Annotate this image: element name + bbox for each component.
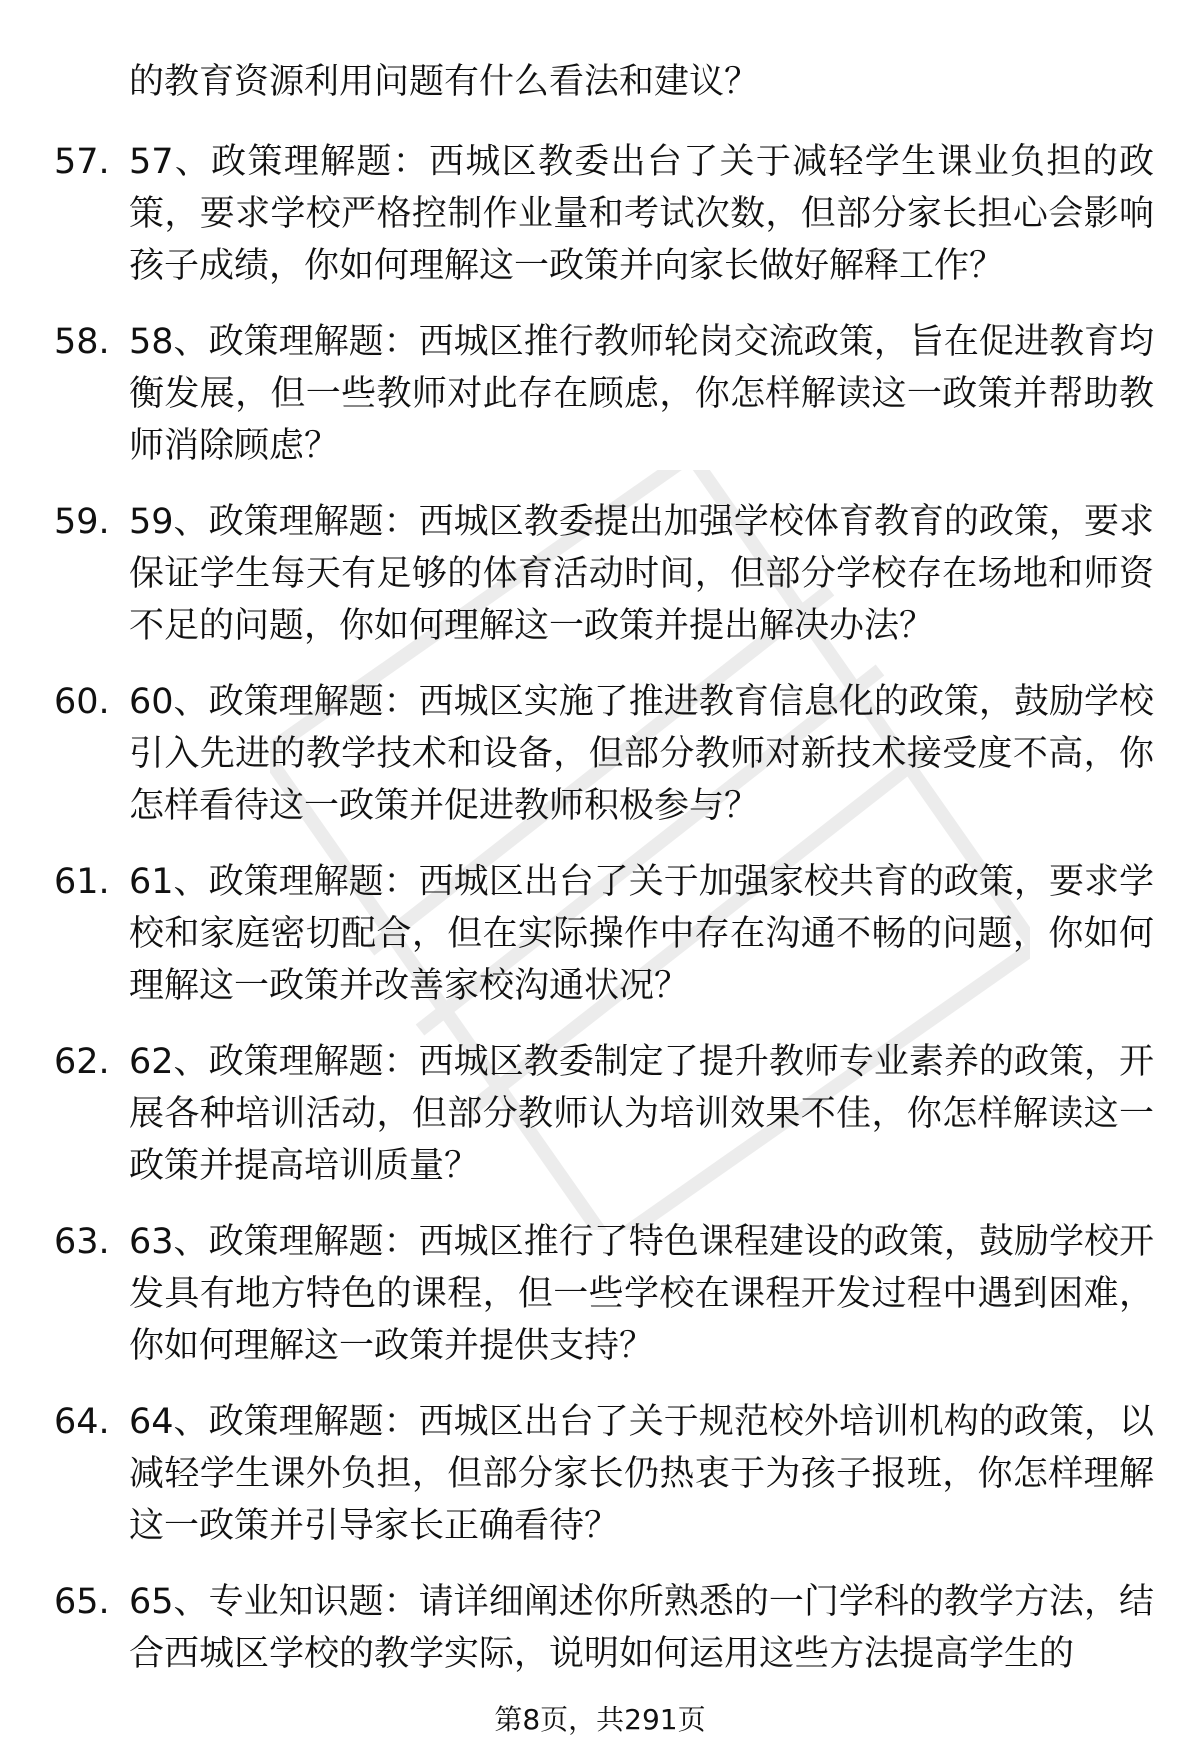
question-text: 64、政策理解题：西城区出台了关于规范校外培训机构的政策，以减轻学生课外负担，但部分家长仍热衷于为孩子报班，你怎样理解这一政策并引导家长正确看待？ bbox=[129, 1402, 1154, 1546]
question-number: 65. bbox=[54, 1582, 110, 1622]
question-item bbox=[0, 316, 1200, 496]
question-text: 60、政策理解题：西城区实施了推进教育信息化的政策，鼓励学校引入先进的教学技术和设备，但部分教师对新技术接受度不高，你怎样看待这一政策并促进教师积极参与？ bbox=[129, 682, 1154, 826]
question-item bbox=[0, 856, 1200, 1036]
question-number: 60. bbox=[54, 682, 110, 722]
question-text: 59、政策理解题：西城区教委提出加强学校体育教育的政策，要求保证学生每天有足够的体育活动时间，但部分学校存在场地和师资不足的问题，你如何理解这一政策并提出解决办法？ bbox=[129, 502, 1154, 646]
question-text: 57、政策理解题：西城区教委出台了关于减轻学生课业负担的政策，要求学校严格控制作业量和考试次数，但部分家长担心会影响孩子成绩，你如何理解这一政策并向家长做好解释工作？ bbox=[129, 142, 1154, 286]
question-text: 61、政策理解题：西城区出台了关于加强家校共育的政策，要求学校和家庭密切配合，但在实际操作中存在沟通不畅的问题，你如何理解这一政策并改善家校沟通状况？ bbox=[129, 862, 1154, 1006]
question-text: 63、政策理解题：西城区推行了特色课程建设的政策，鼓励学校开发具有地方特色的课程，但一些学校在课程开发过程中遇到困难，你如何理解这一政策并提供支持？ bbox=[129, 1222, 1154, 1366]
question-number: 58. bbox=[54, 322, 110, 362]
question-text: 58、政策理解题：西城区推行教师轮岗交流政策，旨在促进教育均衡发展，但一些教师对此存在顾虑，你怎样解读这一政策并帮助教师消除顾虑？ bbox=[129, 322, 1154, 466]
question-item bbox=[0, 1396, 1200, 1576]
question-number: 57. bbox=[54, 142, 110, 182]
question-item bbox=[0, 496, 1200, 676]
intro-line: 的教育资源利用问题有什么看法和建议？ bbox=[129, 62, 760, 102]
question-list bbox=[0, 136, 1200, 1756]
question-number: 61. bbox=[54, 862, 110, 902]
question-text: 62、政策理解题：西城区教委制定了提升教师专业素养的政策，开展各种培训活动，但部分教师认为培训效果不佳，你怎样解读这一政策并提高培训质量？ bbox=[129, 1042, 1154, 1186]
question-item bbox=[0, 676, 1200, 856]
question-number: 63. bbox=[54, 1222, 110, 1262]
question-item bbox=[0, 1036, 1200, 1216]
question-number: 59. bbox=[54, 502, 110, 542]
question-item bbox=[0, 136, 1200, 316]
question-item bbox=[0, 1216, 1200, 1396]
question-number: 62. bbox=[54, 1042, 110, 1082]
question-number: 64. bbox=[54, 1402, 110, 1442]
question-text: 65、专业知识题：请详细阐述你所熟悉的一门学科的教学方法，结合西城区学校的教学实际，说明如何运用这些方法提高学生的 bbox=[129, 1582, 1154, 1674]
page-footer: 第8页，共291页 bbox=[494, 1703, 706, 1736]
